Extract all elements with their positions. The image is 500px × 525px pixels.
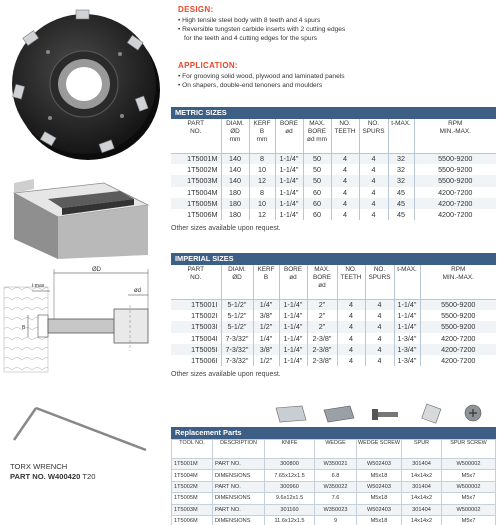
replacement-cell: M5x7 [442,515,496,525]
metric-cell: 140 [221,175,249,186]
replacement-header-cell: WEDGE [315,440,357,459]
replacement-cell: 1T5005M [172,493,213,504]
metric-cell: 12 [249,209,275,220]
imperial-cell: 2" [307,321,337,332]
metric-cell: 45 [388,187,414,198]
imperial-header-line: SPURS [368,274,391,281]
replacement-row [172,470,496,481]
replacement-row [172,504,496,515]
imperial-cell: 4 [365,344,394,355]
replacement-cell: W350021 [315,459,357,470]
metric-header-line: RPM [448,120,463,127]
label-D: ØD [92,267,101,273]
metric-cell: 4 [359,153,388,164]
imperial-part-no-cell: 1T5004I [171,333,221,344]
metric-header-line: BORE [279,120,299,127]
metric-cell: 180 [221,209,249,220]
metric-header-line: ød mm [307,136,327,143]
imperial-cell: 2-3/8" [307,344,337,355]
metric-cell: 50 [303,175,331,186]
imperial-header-line: NO. [345,266,357,273]
metric-title: METRIC SIZES [171,107,496,119]
metric-part-no-cell: 1T5006M [171,209,221,220]
metric-header-line: NO. [367,120,380,127]
metric-cell: 1-1/4" [275,198,303,209]
replacement-header-cell: SPUR SCREW [442,440,496,459]
imperial-header-line: NO. [373,266,386,273]
imperial-cell: 1-1/4" [394,321,420,332]
replacement-table [171,439,496,525]
imperial-cell: 4 [337,321,365,332]
replacement-cell: W502403 [357,459,402,470]
label-t: t max [32,283,45,289]
imperial-cell: 7-3/32" [221,355,253,366]
replacement-cell: 1T5003M [172,504,213,515]
replacement-cell: 1T5006M [172,515,213,525]
design-bullets [178,16,345,43]
imperial-cell: 1-3/4" [394,355,420,366]
replacement-row [172,459,496,470]
metric-cell: 4200-7200 [414,198,496,209]
replacement-cell: W502403 [357,481,402,492]
replacement-cell: 300800 [265,459,315,470]
metric-cell: 8 [249,187,275,198]
replacement-cell: M5x7 [442,470,496,481]
replacement-header-cell: TOOL NO. [172,440,213,459]
replacement-cell: W350022 [315,481,357,492]
imperial-part-no-cell: 1T5002I [171,310,221,321]
replacement-cell: 1T5002M [172,481,213,492]
imperial-note: Other sizes available upon request. [171,371,281,379]
replacement-cell: W350023 [315,504,357,515]
replacement-cell: 14x14x2 [402,515,442,525]
replacement-cell: M5x18 [357,493,402,504]
metric-cell: 50 [303,153,331,164]
imperial-cell: 1-1/4" [279,321,307,332]
replacement-header-cell: KNIFE [265,440,315,459]
imperial-header-line: RPM [451,266,466,273]
imperial-table [171,265,496,366]
replacement-parts-images [268,402,496,426]
replacement-row [172,515,496,525]
replacement-section [171,427,496,525]
replacement-cell: 9.6x12x1.5 [265,493,315,504]
metric-header-line: MIN.-MAX. [439,128,471,135]
imperial-header-line: DIAM. [228,266,246,273]
metric-header-cell [249,119,275,153]
metric-header-cell [221,119,249,153]
replacement-row [172,493,496,504]
metric-cell: 140 [221,153,249,164]
replacement-cell: M5x18 [357,470,402,481]
metric-cell: 4 [359,175,388,186]
replacement-cell: 9 [315,515,357,525]
metric-cell: 140 [221,164,249,175]
replacement-cell: PART NO. [213,504,265,515]
metric-cell: 5500-9200 [414,153,496,164]
replacement-cell: PART NO. [213,481,265,492]
imperial-title: IMPERIAL SIZES [171,253,496,265]
metric-cell: 60 [303,187,331,198]
cutter-photo [4,4,164,164]
metric-header-line: NO. [339,120,351,127]
metric-cell: 4 [331,153,359,164]
metric-cell: 1-1/4" [275,153,303,164]
replacement-cell: W500002 [442,481,496,492]
imperial-cell: 7-3/32" [221,344,253,355]
imperial-header-cell [221,265,253,299]
metric-row [171,209,496,220]
imperial-header-line: NO. [190,274,202,281]
application-bullet: • On shapers, double-end tenoners and moulders [178,82,323,89]
imperial-part-no-cell: 1T5006I [171,355,221,366]
replacement-cell: M5x18 [357,515,402,525]
imperial-header-cell [279,265,307,299]
metric-header-line: BORE [307,128,327,135]
replacement-header-cell: SPUR [402,440,442,459]
replacement-cell: 1T5004M [172,470,213,481]
imperial-cell: 4 [365,333,394,344]
imperial-row [171,310,496,321]
label-B: B [22,325,26,331]
metric-note: Other sizes available upon request. [171,225,281,233]
metric-part-no-cell: 1T5005M [171,198,221,209]
spur-screw-icon [465,405,481,421]
imperial-cell: 4 [337,310,365,321]
imperial-cell: 5-1/2" [221,299,253,310]
replacement-cell: 1T5001M [172,459,213,470]
imperial-header-line: BORE [312,274,332,281]
imperial-cell: 4200-7200 [441,333,476,343]
imperial-cell: 7-3/32" [221,333,253,344]
design-bullet: • High tensile steel body with 8 teeth and 4 spurs [178,17,321,24]
label-d: ød [134,288,142,294]
metric-cell: 45 [388,198,414,209]
imperial-header-line: t-MAX. [397,266,417,273]
metric-cell: 60 [303,198,331,209]
replacement-cell: 301404 [402,459,442,470]
imperial-cell: 1-1/4" [394,299,420,310]
replacement-cell: 300960 [265,481,315,492]
imperial-row [171,344,496,355]
metric-part-no-cell: 1T5001M [171,153,221,164]
imperial-header-line: B [263,274,269,281]
imperial-cell: 5-1/2" [221,321,253,332]
design-bullet: for the teeth and 4 cutting edges for the spurs [184,35,318,42]
imperial-header-line: ød [318,282,326,289]
replacement-cell: 301404 [402,481,442,492]
replacement-cell: DIMENSIONS [213,493,265,504]
imperial-row [171,321,496,332]
metric-header-line: B [259,128,265,135]
imperial-section [171,253,496,378]
knife-icon [276,406,306,422]
metric-cell: 32 [388,175,414,186]
metric-cell: 60 [303,209,331,220]
metric-cell: 1-1/4" [275,175,303,186]
imperial-cell: 4 [365,299,394,310]
replacement-cell: 14x14x2 [402,493,442,504]
imperial-cell: 4 [337,299,365,310]
replacement-cell: DIMENSIONS [213,515,265,525]
metric-header-cell [171,119,221,153]
replacement-cell: PART NO. [213,459,265,470]
spur-icon [422,404,441,423]
metric-row [171,198,496,209]
metric-cell: 32 [388,164,414,175]
replacement-cell: 7.6 [315,493,357,504]
metric-header-line: DIAM. [226,120,244,127]
torx-size: T20 [82,472,96,481]
metric-cell: 5500-9200 [438,165,473,175]
replacement-cell: 301404 [402,504,442,515]
application-heading: APPLICATION: [178,61,238,70]
imperial-cell: 1-3/4" [394,344,420,355]
torx-wrench-image [6,400,152,462]
imperial-header-line: MAX. [314,266,330,273]
imperial-cell: 1-1/4" [279,355,307,366]
torx-part [10,472,95,482]
imperial-row [171,299,496,310]
imperial-cell: 1/4" [253,333,279,344]
imperial-cell: 2" [307,310,337,321]
metric-header-line: mm [256,136,268,143]
metric-cell: 4 [331,209,359,220]
imperial-part-no-cell: 1T5003I [171,321,221,332]
metric-cell: 50 [303,164,331,175]
replacement-cell: W500002 [442,504,496,515]
metric-cell: 4 [331,198,359,209]
metric-header-line: SPURS [362,128,385,135]
replacement-cell: 7.65x12x1.5 [265,470,315,481]
metric-header-line: PART [187,120,204,127]
imperial-header-line: ØD [232,274,242,281]
imperial-cell: 1-3/4" [394,333,420,344]
metric-header-cell [414,119,496,153]
metric-header-line: ØD [230,128,240,135]
metric-cell: 5500-9200 [414,175,496,186]
metric-cell: 1-1/4" [275,187,303,198]
design-bullet: • Reversible tungsten carbide inserts with 2 cutting edges [178,26,346,33]
metric-cell: 12 [249,175,275,186]
torx-part-no: PART NO. W400420 [10,472,81,481]
imperial-header-cell [394,265,420,299]
metric-cell: 4 [359,164,388,175]
metric-part-no-cell: 1T5002M [171,164,221,175]
metric-header-line: t-MAX. [391,120,411,127]
imperial-row [171,333,496,344]
metric-cell: 4200-7200 [438,187,473,197]
imperial-cell: 4 [365,321,394,332]
imperial-cell: 4 [337,333,365,344]
metric-cell: 4 [359,187,388,198]
metric-cell: 32 [388,153,414,164]
metric-table [171,119,496,220]
replacement-cell: 301160 [265,504,315,515]
imperial-header-cell [253,265,279,299]
metric-part-no-cell: 1T5003M [171,175,221,186]
design-heading: DESIGN: [178,5,214,14]
imperial-row [171,355,496,366]
imperial-cell: 5-1/2" [221,310,253,321]
imperial-cell: 3/8" [253,344,279,355]
metric-cell: 4200-7200 [438,210,473,220]
imperial-cell: 2" [307,299,337,310]
imperial-cell: 5500-9200 [441,311,476,321]
wedge-screw-icon [372,409,398,420]
imperial-cell: 5500-9200 [420,321,496,332]
imperial-cell: 4200-7200 [420,344,496,355]
metric-row [171,175,496,186]
groove-photo [8,175,154,260]
imperial-cell: 1/2" [253,321,279,332]
metric-header-cell [275,119,303,153]
metric-header-line: NO. [190,128,202,135]
metric-cell: 180 [221,198,249,209]
metric-cell: 1-1/4" [275,164,303,175]
imperial-cell: 1/2" [253,355,279,366]
profile-diagram [2,265,160,375]
imperial-part-no-cell: 1T5001I [171,299,221,310]
imperial-header-line: ød [289,274,297,281]
imperial-cell: 1-1/4" [394,310,420,321]
metric-section [171,107,496,232]
metric-row [171,187,496,198]
metric-cell: 45 [388,209,414,220]
replacement-cell: 11.6x12x1.5 [265,515,315,525]
metric-cell: 10 [249,198,275,209]
metric-cell: 8 [249,153,275,164]
imperial-cell: 4200-7200 [441,356,476,366]
imperial-header-cell [171,265,221,299]
metric-header-cell [359,119,388,153]
torx-title: TORX WRENCH [10,462,68,471]
imperial-cell: 2-3/8" [307,333,337,344]
imperial-cell: 4 [365,355,394,366]
metric-cell: 10 [249,164,275,175]
imperial-cell: 2-3/8" [307,355,337,366]
metric-header-line: MAX. [309,120,325,127]
imperial-header-cell [420,265,496,299]
replacement-cell: 14x14x2 [402,470,442,481]
imperial-header-line: TEETH [340,274,362,281]
metric-header-line: TEETH [334,128,356,135]
imperial-cell: 1-1/4" [279,310,307,321]
imperial-cell: 4 [365,310,394,321]
application-bullets [178,72,345,90]
imperial-cell: 4 [337,355,365,366]
imperial-part-no-cell: 1T5005I [171,344,221,355]
metric-cell: 4 [331,175,359,186]
imperial-cell: 1/4" [253,299,279,310]
replacement-cell: W500002 [442,459,496,470]
imperial-cell: 3/8" [253,310,279,321]
replacement-title: Replacement Parts [171,427,496,439]
metric-header-cell [388,119,414,153]
imperial-cell: 4 [337,344,365,355]
wedge-icon [324,406,354,422]
imperial-header-line: BORE [283,266,303,273]
imperial-cell: 1-1/4" [279,333,307,344]
imperial-cell: 1-1/4" [279,344,307,355]
replacement-cell: 6.8 [315,470,357,481]
application-bullet: • For grooving solid wood, plywood and laminated panels [178,73,345,80]
replacement-cell: M5x7 [442,493,496,504]
torx-label [10,462,95,482]
replacement-header-cell: DESCRIPTION [213,440,265,459]
metric-cell: 1-1/4" [275,209,303,220]
replacement-header-cell: WEDGE SCREW [357,440,402,459]
imperial-header-line: MIN.-MAX. [442,274,474,281]
metric-row [171,153,496,164]
metric-header-line: mm [229,136,241,143]
replacement-row [172,481,496,492]
replacement-cell: DIMENSIONS [213,470,265,481]
metric-cell: 4 [331,164,359,175]
metric-part-no-cell: 1T5004M [171,187,221,198]
metric-cell: 4 [359,209,388,220]
metric-cell: 4 [331,187,359,198]
metric-header-line: ød [285,128,293,135]
imperial-header-cell [365,265,394,299]
imperial-cell: 5500-9200 [420,299,496,310]
imperial-header-cell [307,265,337,299]
metric-header-cell [331,119,359,153]
imperial-header-line: PART [187,266,204,273]
imperial-cell: 1-1/4" [279,299,307,310]
metric-header-line: KERF [253,120,271,127]
imperial-header-cell [337,265,365,299]
imperial-header-line: KERF [257,266,275,273]
metric-cell: 4 [359,198,388,209]
metric-row [171,164,496,175]
metric-cell: 180 [221,187,249,198]
replacement-cell: W502403 [357,504,402,515]
metric-header-cell [303,119,331,153]
